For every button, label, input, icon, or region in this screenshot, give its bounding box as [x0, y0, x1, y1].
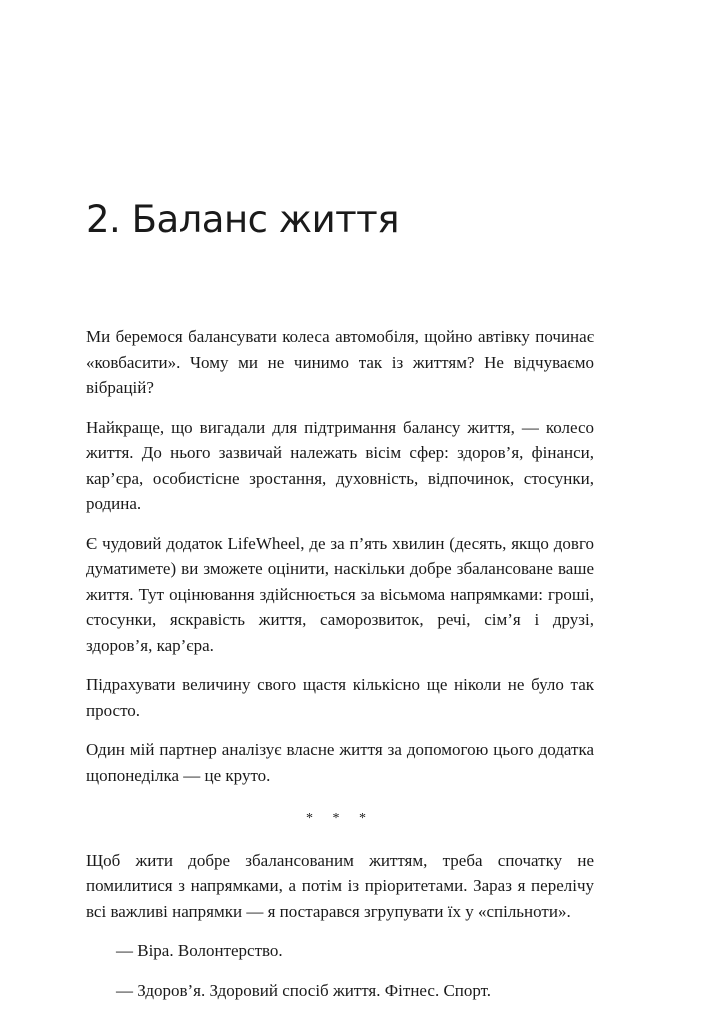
- list-item: — Здоров’я. Здоровий спосіб життя. Фітнес. Спорт.: [116, 980, 492, 1000]
- chapter-title: 2. Баланс життя: [86, 198, 399, 241]
- paragraph: Один мій партнер аналізує власне життя за допомогою цього додатка щопонеділка — це круто.: [86, 740, 594, 785]
- section-separator: * * *: [306, 811, 374, 826]
- paragraph: Ми беремося балансувати колеса автомобіля, щойно автівку починає «ковбасити». Чому ми не чинимо так із життям? Не відчуваємо вібрацій?: [86, 327, 594, 397]
- chapter-body: [86, 324, 594, 1017]
- list-item: — Віра. Волонтерство.: [116, 941, 283, 960]
- paragraph: Найкраще, що вигадали для підтримання балансу життя, — колесо життя. До нього зазвичай належать вісім сфер: здоров’я, фінанси, кар’єра, особистісне зростання, духовність, відпочинок, стосунки, родина.: [86, 417, 594, 513]
- paragraph: Підрахувати величину свого щастя кількісно ще ніколи не було так просто.: [86, 675, 594, 720]
- paragraph: Щоб жити добре збалансованим життям, треба спочатку не помилитися з напрямками, а потім із пріоритетами. Зараз я перелічу всі важливі напрямки — я постарався згрупувати їх у «спільноти».: [86, 850, 594, 921]
- paragraph: Є чудовий додаток LifeWheel, де за п’ять хвилин (десять, якщо довго думатимете) ви зможете оцінити, наскільки добре збалансоване ваше життя. Тут оцінювання здійснюється за вісьмома напрямками: гроші, стосунки, яскравість життя, саморозвиток, речі, сім’я і друзі, здоров’я, кар’єра.: [86, 533, 594, 655]
